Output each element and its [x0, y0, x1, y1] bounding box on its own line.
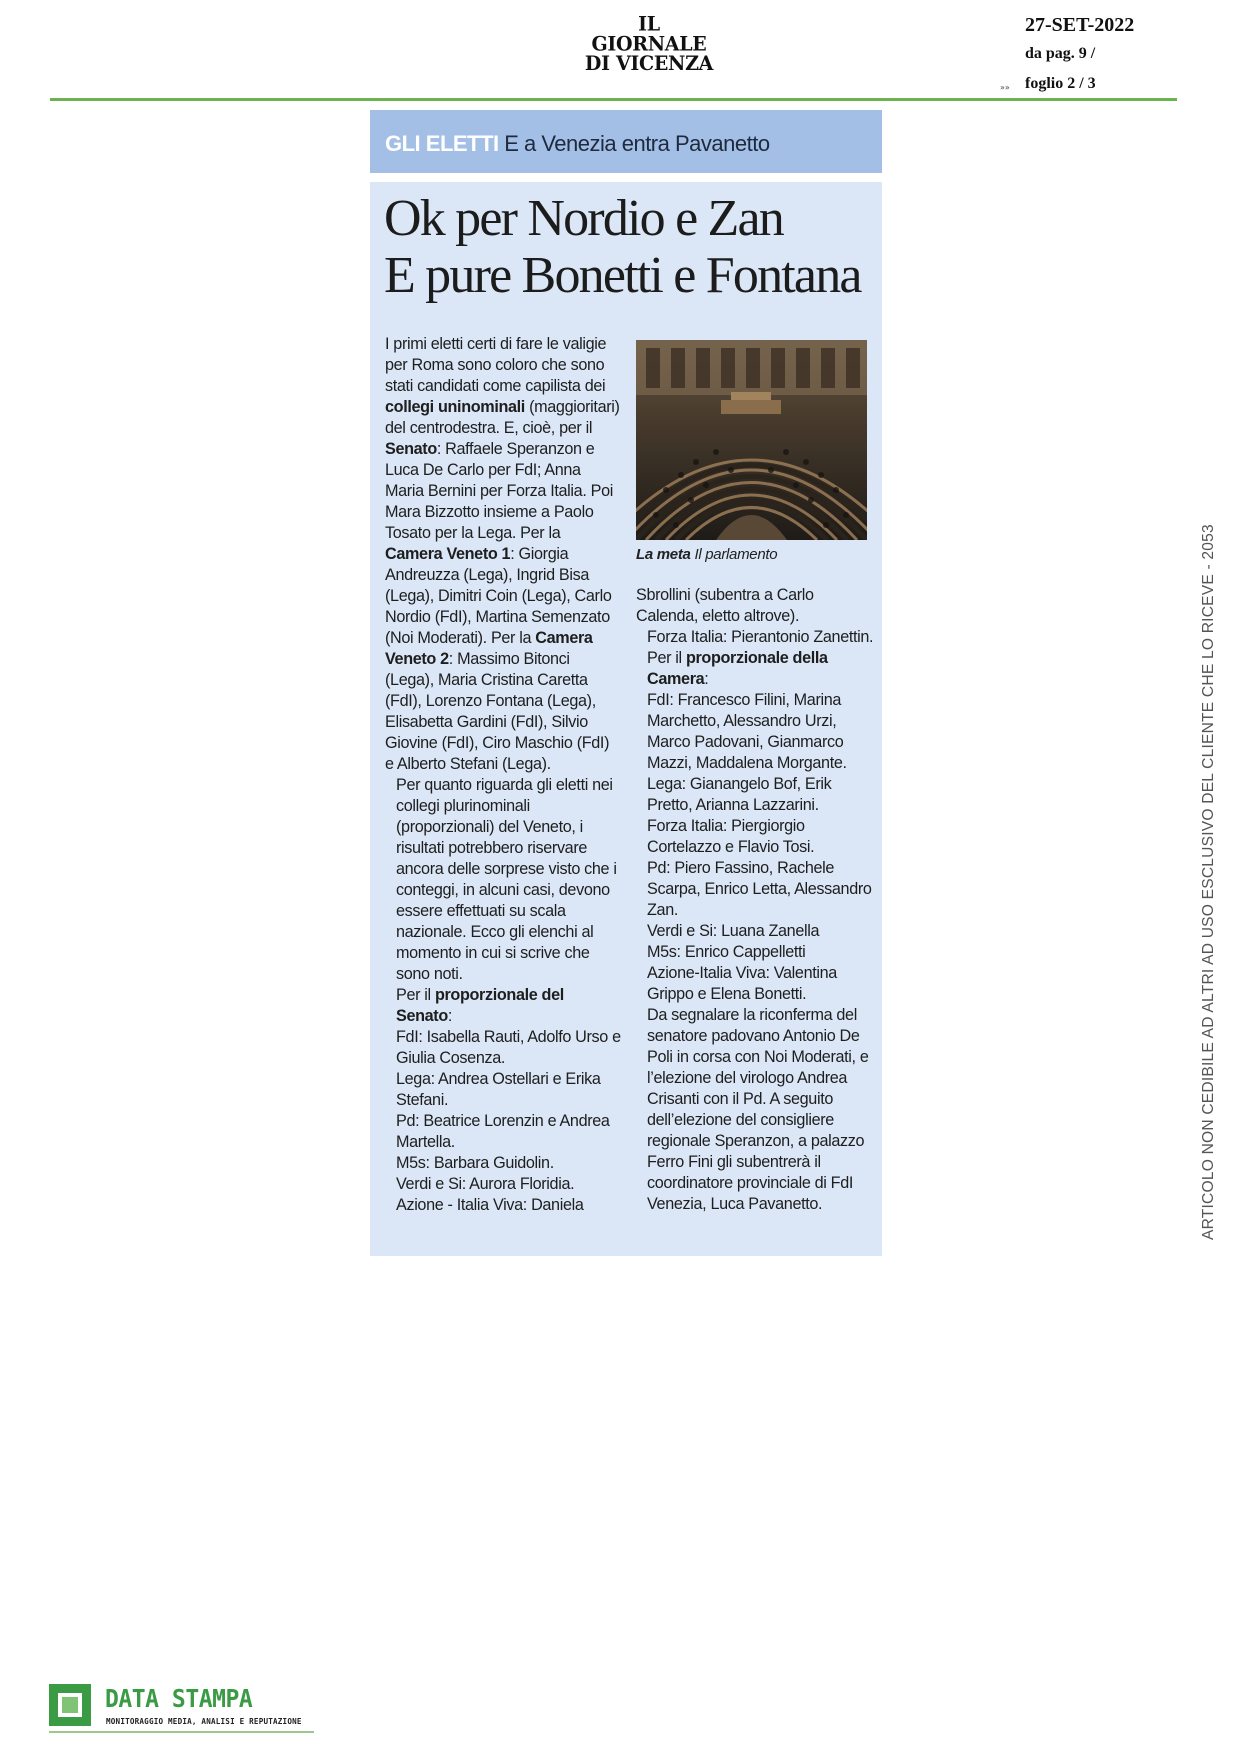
sheet-number: foglio 2 / 3: [1025, 75, 1096, 92]
logo-tagline: MONITORAGGIO MEDIA, ANALISI E REPUTAZIONE: [106, 1717, 302, 1726]
paragraph: Lega: Andrea Ostellari e Erika Stefani.: [396, 1070, 601, 1109]
paragraph: Forza Italia: Piergiorgio Cortelazzo e Flavio Tosi.: [647, 817, 815, 856]
article-kicker: [370, 110, 882, 173]
parliament-image: [636, 340, 867, 540]
article-headline: [384, 190, 874, 304]
continuation-mark: »»: [1000, 83, 1010, 92]
data-stampa-logo-icon: [49, 1684, 91, 1726]
logo-name: DATA STAMPA: [105, 1684, 253, 1713]
headline-line-1: Ok per Nordio e Zan: [384, 190, 783, 247]
headline-line-2: E pure Bonetti e Fontana: [384, 247, 861, 304]
paragraph: Per il proporzionale del Senato:: [396, 986, 564, 1025]
paragraph: Da segnalare la riconferma del senatore padovano Antonio De Poli in corsa con Noi Moderati, e l’elezione del virologo Andrea Crisanti con il Pd. A seguito dell’elezione del consigliere regionale Speranzon, a palazzo Ferro Fini gli subentrerà il coordinatore provinciale di FdI Venezia, Luca Pavanetto.: [647, 1006, 869, 1213]
paragraph: Forza Italia: Pierantonio Zanettin.: [647, 628, 874, 646]
paragraph: Lega: Gianangelo Bof, Erik Pretto, Arianna Lazzarini.: [647, 775, 832, 814]
paragraph: FdI: Isabella Rauti, Adolfo Urso e Giulia Cosenza.: [396, 1028, 621, 1067]
text-column-right: [636, 585, 876, 1215]
page-reference: da pag. 9 /: [1025, 45, 1096, 62]
clipping-meta: [1025, 14, 1134, 93]
paragraph: Verdi e Si: Aurora Floridia.: [396, 1175, 575, 1193]
logo-underline: [49, 1731, 314, 1733]
parliament-photo: [636, 340, 867, 540]
paragraph: Per quanto riguarda gli eletti nei collegi plurinominali (proporzionali) del Veneto, i risultati potrebbero riservare ancora delle sorprese visto che i conteggi, in alcuni casi, devono essere effettuati su scala nazionale. Ecco gli elenchi al momento in cui si scrive che sono noti.: [396, 776, 617, 983]
paragraph: Pd: Piero Fassino, Rachele Scarpa, Enrico Letta, Alessandro Zan.: [647, 859, 872, 919]
paragraph: M5s: Barbara Guidolin.: [396, 1154, 554, 1172]
masthead-line-2: DI VICENZA: [584, 52, 714, 76]
article-body: [370, 182, 882, 1256]
caption-label: La meta: [636, 546, 691, 563]
caption-text: Il parlamento: [694, 546, 778, 563]
kicker-tag: GLI ELETTI: [385, 131, 499, 156]
kicker-title: E a Venezia entra Pavanetto: [504, 131, 770, 156]
paragraph: Per il proporzionale della Camera:: [647, 649, 828, 688]
photo-caption: [636, 546, 777, 563]
paragraph: Pd: Beatrice Lorenzin e Andrea Martella.: [396, 1112, 610, 1151]
paragraph: FdI: Francesco Filini, Marina Marchetto, Alessandro Urzi, Marco Padovani, Gianmarco Mazzi, Maddalena Morgante.: [647, 691, 847, 772]
paragraph: M5s: Enrico Cappelletti: [647, 943, 806, 961]
usage-notice: ARTICOLO NON CEDIBILE AD ALTRI AD USO ESCLUSIVO DEL CLIENTE CHE LO RICEVE - 2053: [1200, 524, 1217, 1240]
paragraph: Azione-Italia Viva: Valentina Grippo e Elena Bonetti.: [647, 964, 837, 1003]
newspaper-masthead: [584, 12, 714, 76]
masthead-line-1: IL GIORNALE: [591, 12, 707, 56]
text-column-left: [385, 334, 621, 1216]
publication-date: 27-SET-2022: [1025, 14, 1135, 36]
paragraph: Azione - Italia Viva: Daniela: [396, 1196, 584, 1214]
header-divider: [50, 98, 1177, 101]
paragraph: Sbrollini (subentra a Carlo Calenda, eletto altrove).: [636, 586, 814, 625]
paragraph: Verdi e Si: Luana Zanella: [647, 922, 820, 940]
paragraph: I primi eletti certi di fare le valigie per Roma sono coloro che sono stati candidati come capilista dei collegi uninominali (maggioritari) del centrodestra. E, cioè, per il Senato: Raffaele Speranzon e Luca De Carlo per FdI; Anna Maria Bernini per Forza Italia. Poi Mara Bizzotto insieme a Paolo Tosato per la Lega. Per la Camera Veneto 1: Giorgia Andreuzza (Lega), Ingrid Bisa (Lega), Dimitri Coin (Lega), Carlo Nordio (FdI), Martina Semenzato (Noi Moderati). Per la Camera Veneto 2: Massimo Bitonci (Lega), Maria Cristina Caretta (FdI), Lorenzo Fontana (Lega), Elisabetta Gardini (FdI), Silvio Giovine (FdI), Ciro Maschio (FdI) e Alberto Stefani (Lega).: [385, 335, 620, 773]
